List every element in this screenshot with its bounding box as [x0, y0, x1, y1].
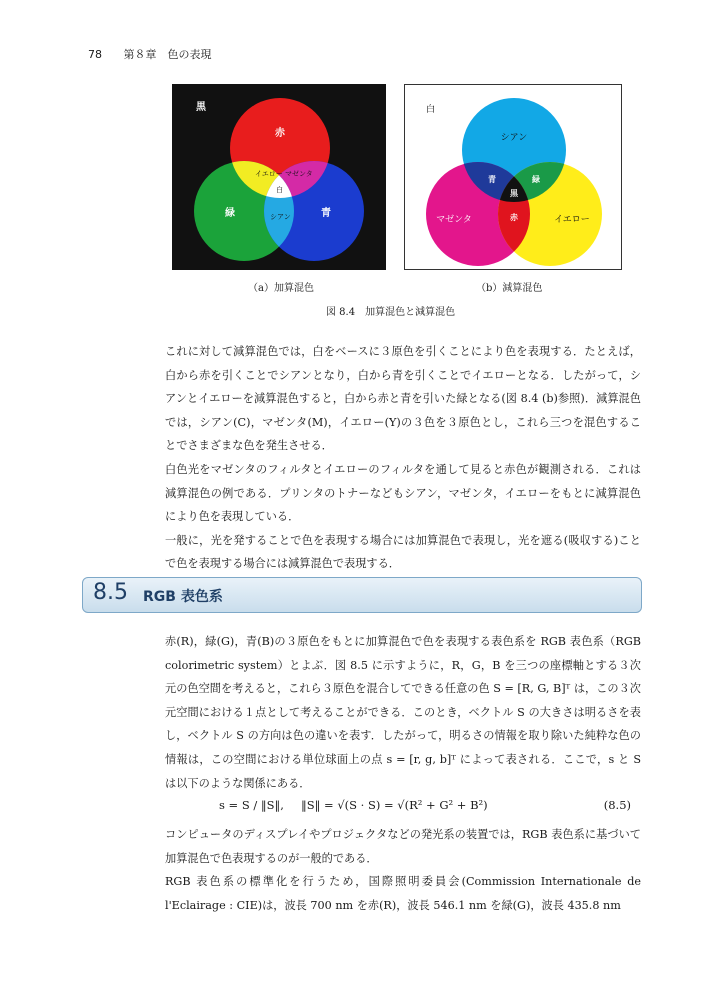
figure-caption: 図 8.4 加算混色と減算混色 — [326, 307, 456, 318]
label-green: 緑 — [532, 175, 540, 184]
section-heading — [82, 577, 642, 613]
label-yellow: イエロー — [554, 215, 590, 225]
paragraph: 一般に，光を発することで色を表現する場合には加算混色で表現し，光を遮る(吸収する)ことで色を表現する場合には減算混色で表現する． — [165, 533, 641, 571]
body-text-rgb — [165, 630, 641, 795]
label-green: 緑 — [225, 208, 235, 219]
figure-subtractive-mixing — [404, 84, 622, 270]
body-text-subtractive — [165, 340, 641, 576]
label-red: 赤 — [510, 213, 518, 222]
body-text-after — [165, 823, 641, 917]
paragraph: 赤(R)，緑(G)，青(B)の３原色をもとに加算混色で色を表現する表色系を RGB 表色系（RGB colorimetric system）とよぶ．図 8.5 に示すように，R，G，B を三つの座標軸とする３次元の色空間を考えると，これら３原色を混合してできる任意の色 S = [R, G, B]ᵀ は，この３次元空間における１点として考えることができる．このとき，ベクトル S の大きさは明るさを表し，ベクトル S の方向は色の違いを表す．したがって，明るさの情報を取り除いた純粋な色の情報は，この空間における単位球面上の点 s = [r, g, b]ᵀ によって表される．ここで，s と S は以下のような関係にある． — [165, 635, 641, 790]
paragraph: これに対して減算混色では，白をベースに３原色を引くことにより色を表現する．たとえば，白から赤を引くことでシアンとなり，白から青を引くことでイエローとなる．したがって，シアンとイエローを減算混色すると，白から赤と青を引いた緑となる(図 8.4 (b)参照)．減算混色では，シアン(C)，マゼンタ(M)，イエロー(Y)の３色を３原色とし，これら三つを混色することでさまざまな色を発生させる． — [165, 345, 641, 453]
label-blue: 青 — [321, 208, 331, 219]
section-number: 8.5 — [93, 580, 128, 605]
page-number: 78 — [88, 48, 102, 61]
label-magenta: マゼンタ — [436, 215, 472, 225]
label-magenta: マゼンタ — [285, 170, 313, 178]
equation-8-5 — [165, 789, 641, 823]
label-blue: 青 — [488, 175, 496, 184]
subcaption-a: （a）加算混色 — [248, 283, 314, 294]
page-header — [88, 46, 212, 62]
label-white: 白 — [276, 186, 283, 194]
label-white: 白 — [426, 105, 436, 115]
label-black: 黒 — [196, 102, 206, 113]
paragraph: RGB 表色系の標準化を行うため，国際照明委員会(Commission Internationale de l'Eclairage : CIE)は，波長 700 nm を赤(R)，波長 546.1 nm を緑(G)，波長 435.8 nm — [165, 875, 641, 912]
chapter-title: 第８章 色の表現 — [123, 48, 212, 61]
paragraph: 白色光をマゼンタのフィルタとイエローのフィルタを通して見ると赤色が観測される．これは減算混色の例である．プリンタのトナーなどもシアン，マゼンタ，イエローをもとに減算混色により色を表現している． — [165, 462, 641, 524]
equation-norm: ‖S‖ = √(S · S) = √(R² + G² + B²) — [301, 798, 488, 812]
label-black: 黒 — [510, 189, 518, 198]
additive-mixing-diagram — [172, 84, 386, 270]
equation-number: (8.5) — [603, 798, 631, 812]
figure-additive-mixing — [172, 84, 386, 270]
label-yellow: イエロー — [255, 170, 283, 178]
paragraph: コンピュータのディスプレイやプロジェクタなどの発光系の装置では，RGB 表色系に基づいて加算混色で色表現するのが一般的である． — [165, 828, 641, 865]
equation-normalized: s = S / ‖S‖, — [219, 798, 284, 812]
section-title: RGB 表色系 — [143, 589, 223, 605]
label-cyan: シアン — [270, 213, 291, 221]
label-red: 赤 — [275, 128, 285, 139]
label-cyan: シアン — [500, 133, 528, 143]
subtractive-mixing-diagram — [404, 84, 622, 270]
subcaption-b: （b）減算混色 — [476, 283, 543, 294]
